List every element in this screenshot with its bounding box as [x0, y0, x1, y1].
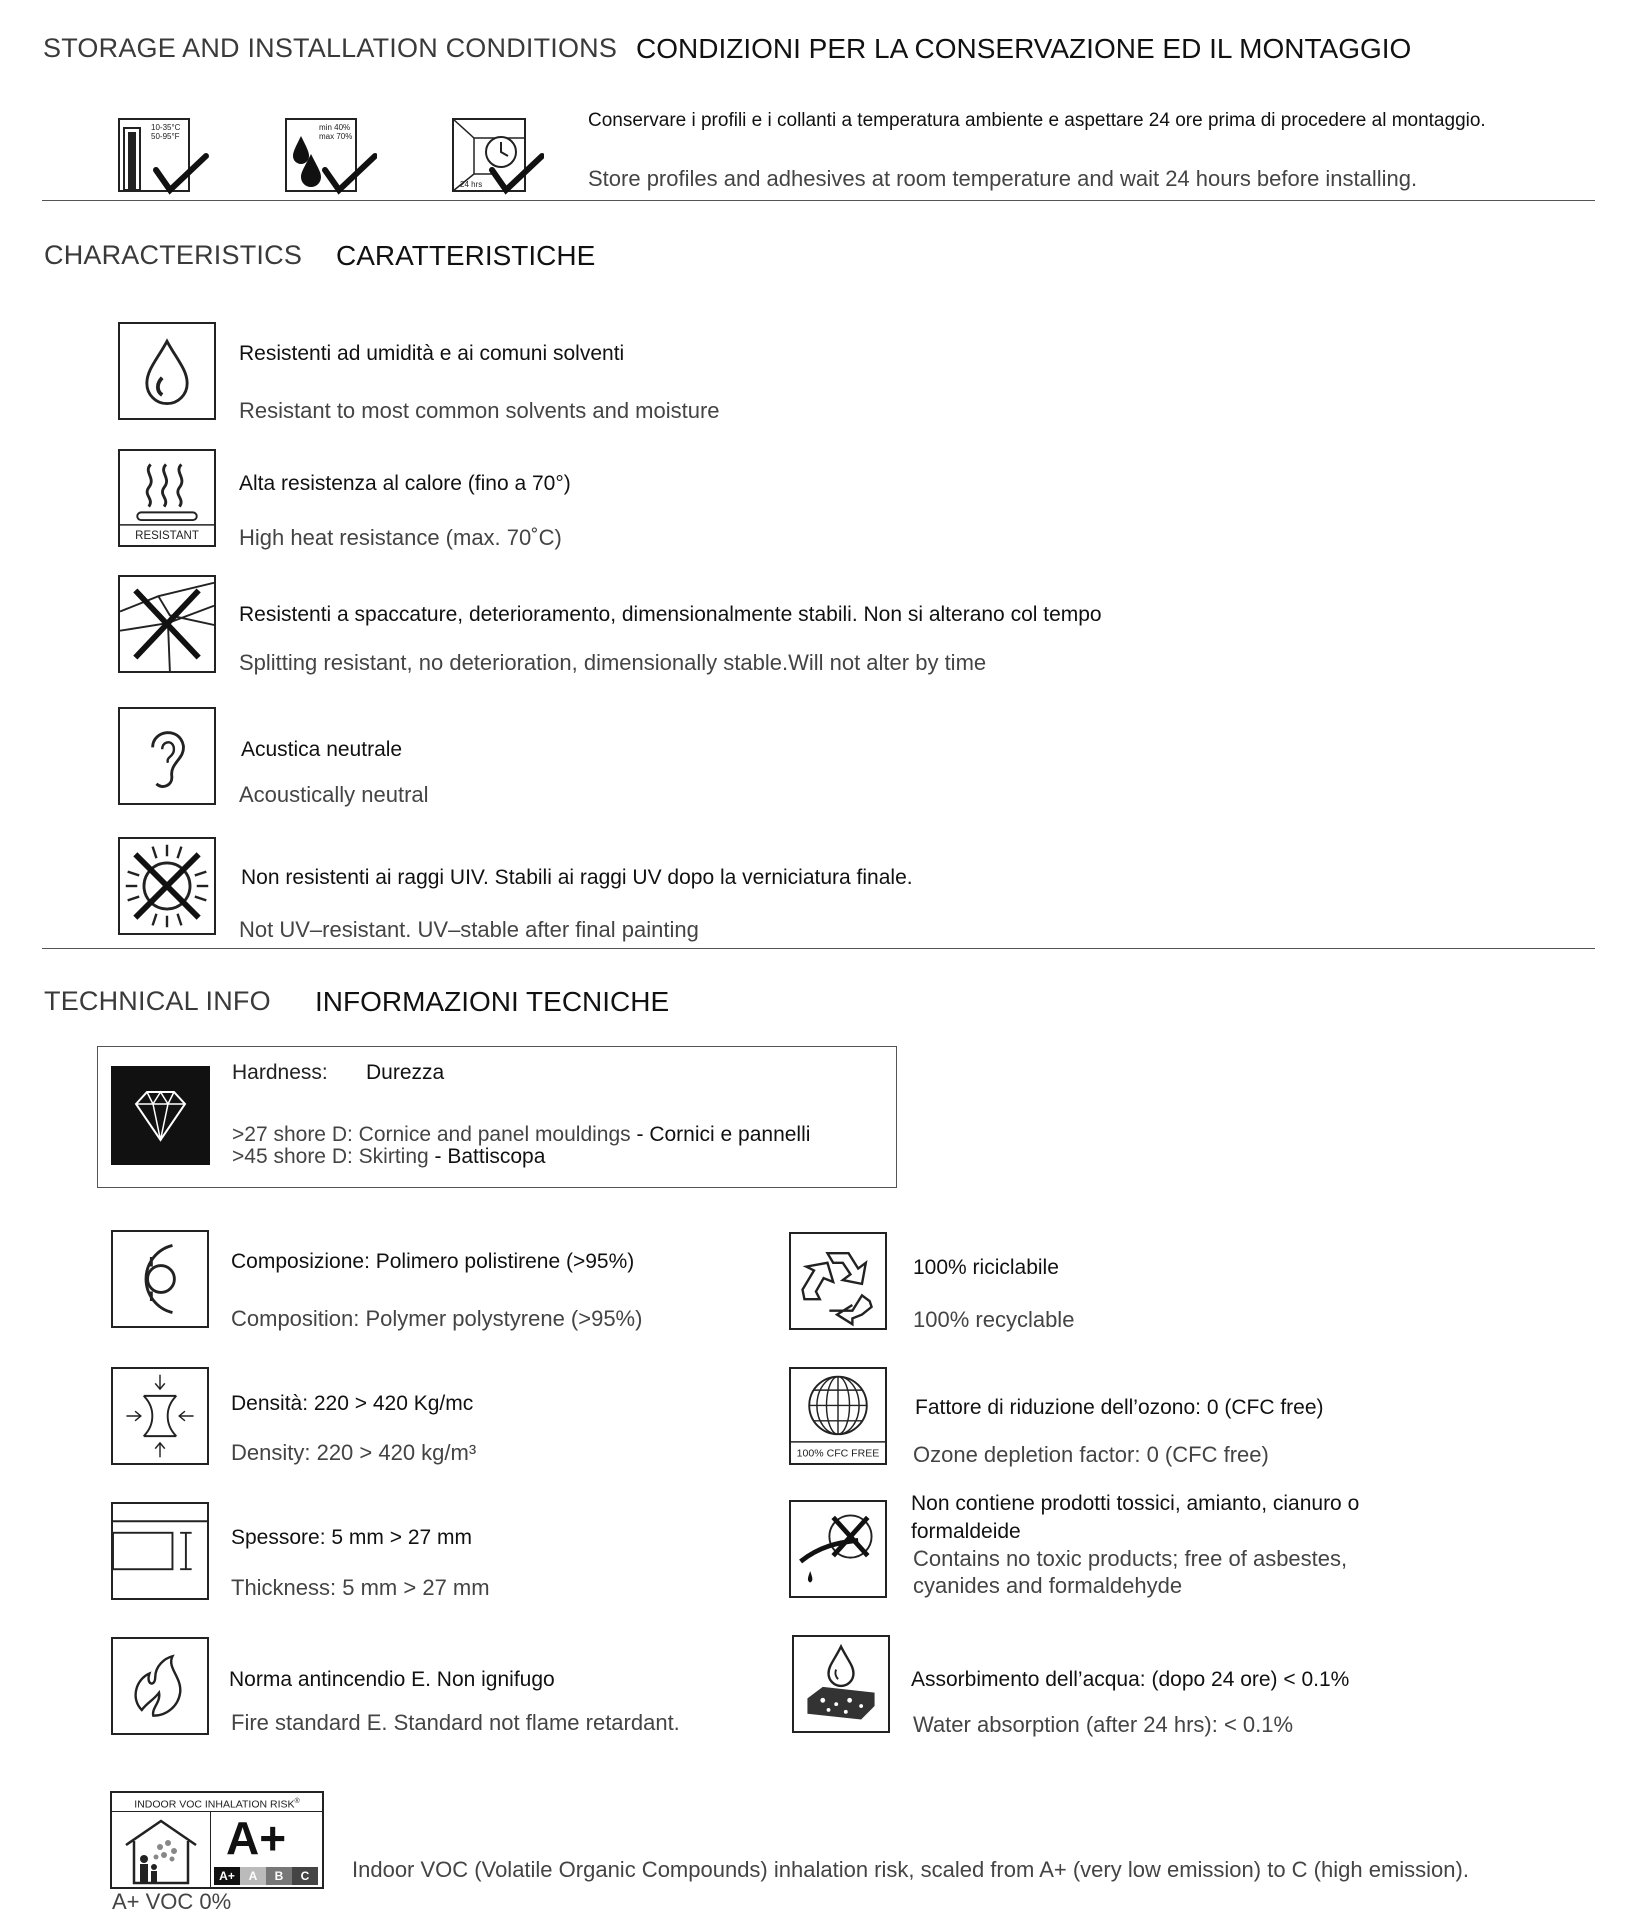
- char-1-it: Resistenti ad umidità e ai comuni solventi: [239, 342, 625, 365]
- humidity-label-2: max 70%: [319, 132, 353, 141]
- density-icon: [111, 1367, 209, 1465]
- voc-label: [110, 1791, 324, 1889]
- voc-footnote: A+ VOC 0%: [112, 1889, 232, 1914]
- hardness-row-2: >45 shore D: Skirting - Battiscopa: [232, 1145, 546, 1168]
- voc-scale-aplus: A+: [214, 1867, 240, 1885]
- humidity-label-1: min 40%: [319, 123, 351, 132]
- char-2-en: High heat resistance (max. 70˚C): [239, 525, 562, 550]
- tech-left-4-en: Fire standard E. Standard not flame retardant.: [231, 1710, 680, 1735]
- temperature-icon: [118, 118, 210, 196]
- hardness-box: [97, 1046, 897, 1188]
- divider-2: [42, 948, 1595, 949]
- char-5-it: Non resistenti ai raggi UIV. Stabili ai raggi UV dopo la verniciatura finale.: [241, 866, 913, 889]
- divider-1: [42, 200, 1595, 201]
- tech-left-1-en: Composition: Polymer polystyrene (>95%): [231, 1306, 643, 1331]
- voc-scale-a: A: [240, 1867, 266, 1885]
- tech-right-3-it-1: Non contiene prodotti tossici, amianto, cianuro o: [911, 1492, 1360, 1515]
- heat-icon-label: RESISTANT: [135, 530, 199, 543]
- voc-scale-c: C: [292, 1867, 318, 1885]
- cfc-icon-label: 100% CFC FREE: [796, 1447, 880, 1460]
- temp-label-2: 50-95°F: [151, 132, 180, 141]
- tech-left-3-it: Spessore: 5 mm > 27 mm: [231, 1526, 472, 1549]
- voc-house-icon: [112, 1811, 211, 1887]
- water-absorption-icon: [792, 1635, 890, 1733]
- tech-left-4-it: Norma antincendio E. Non ignifugo: [229, 1668, 555, 1691]
- tech-right-2-it: Fattore di riduzione dell’ozono: 0 (CFC free): [915, 1396, 1324, 1419]
- voc-header: INDOOR VOC INHALATION RISK®: [112, 1793, 322, 1812]
- tech-right-3-en-1: Contains no toxic products; free of asbestes,: [913, 1546, 1348, 1571]
- char-2-it: Alta resistenza al calore (fino a 70°): [239, 472, 571, 495]
- wait-24h-icon: [452, 118, 544, 196]
- tech-right-1-en: 100% recyclable: [913, 1307, 1075, 1332]
- tech-right-3-it-2: formaldeide: [911, 1520, 1021, 1543]
- char-4-en: Acoustically neutral: [239, 782, 429, 807]
- tech-right-4-it: Assorbimento dell’acqua: (dopo 24 ore) < 0.1%: [911, 1668, 1350, 1691]
- char-3-en: Splitting resistant, no deterioration, dimensionally stable.Will not alter by time: [239, 650, 987, 675]
- char-4-it: Acustica neutrale: [241, 738, 403, 761]
- globe-cfc-icon: [789, 1367, 887, 1465]
- storage-title-en: STORAGE AND INSTALLATION CONDITIONS: [43, 33, 618, 63]
- tech-right-1-it: 100% riciclabile: [913, 1256, 1059, 1279]
- storage-text-it: Conservare i profili e i collanti a temperatura ambiente e aspettare 24 ore prima di procedere al montaggio.: [588, 110, 1486, 131]
- char-5-en: Not UV–resistant. UV–stable after final painting: [239, 917, 699, 942]
- technical-title-it: INFORMAZIONI TECNICHE: [315, 986, 670, 1017]
- humidity-icon: [285, 118, 377, 196]
- char-1-en: Resistant to most common solvents and moisture: [239, 398, 720, 423]
- heat-resistant-icon: [118, 449, 216, 547]
- ear-icon: [118, 707, 216, 805]
- hardness-row-1: >27 shore D: Cornice and panel mouldings - Cornici e pannelli: [232, 1123, 811, 1146]
- hardness-label-it: Durezza: [366, 1061, 445, 1084]
- tech-left-3-en: Thickness: 5 mm > 27 mm: [231, 1575, 490, 1600]
- no-toxic-icon: [789, 1500, 887, 1598]
- tech-left-1-it: Composizione: Polimero polistirene (>95%): [231, 1250, 635, 1273]
- splitting-resistant-icon: [118, 575, 216, 673]
- voc-grade: A+: [226, 1812, 287, 1864]
- moisture-icon: [118, 322, 216, 420]
- tech-right-2-en: Ozone depletion factor: 0 (CFC free): [913, 1442, 1269, 1467]
- tech-left-2-en: Density: 220 > 420 kg/m³: [231, 1440, 477, 1465]
- recycle-icon: [789, 1232, 887, 1330]
- voc-scale: [214, 1867, 318, 1885]
- storage-title-it: CONDIZIONI PER LA CONSERVAZIONE ED IL MONTAGGIO: [636, 33, 1412, 64]
- tech-right-4-en: Water absorption (after 24 hrs): < 0.1%: [913, 1712, 1294, 1737]
- characteristics-title-en: CHARACTERISTICS: [44, 240, 303, 270]
- fire-icon: [111, 1637, 209, 1735]
- hardness-label-en: Hardness:: [232, 1061, 328, 1084]
- composition-icon: [111, 1230, 209, 1328]
- temp-label-1: 10-35°C: [151, 123, 181, 132]
- tech-left-2-it: Densità: 220 > 420 Kg/mc: [231, 1392, 474, 1415]
- uv-icon: [118, 837, 216, 935]
- char-3-it: Resistenti a spaccature, deterioramento, dimensionalmente stabili. Non si alterano col tempo: [239, 603, 1102, 626]
- wait-label: 24 hrs: [460, 180, 483, 189]
- thickness-icon: [111, 1502, 209, 1600]
- voc-caption: Indoor VOC (Volatile Organic Compounds) inhalation risk, scaled from A+ (very low emission) to C (high emission).: [352, 1857, 1469, 1882]
- tech-right-3-en-2: cyanides and formaldehyde: [913, 1573, 1183, 1598]
- storage-text-en: Store profiles and adhesives at room temperature and wait 24 hours before installing.: [588, 166, 1418, 191]
- technical-title-en: TECHNICAL INFO: [44, 986, 271, 1016]
- characteristics-title-it: CARATTERISTICHE: [336, 240, 596, 271]
- voc-scale-b: B: [266, 1867, 292, 1885]
- diamond-icon: [111, 1066, 210, 1165]
